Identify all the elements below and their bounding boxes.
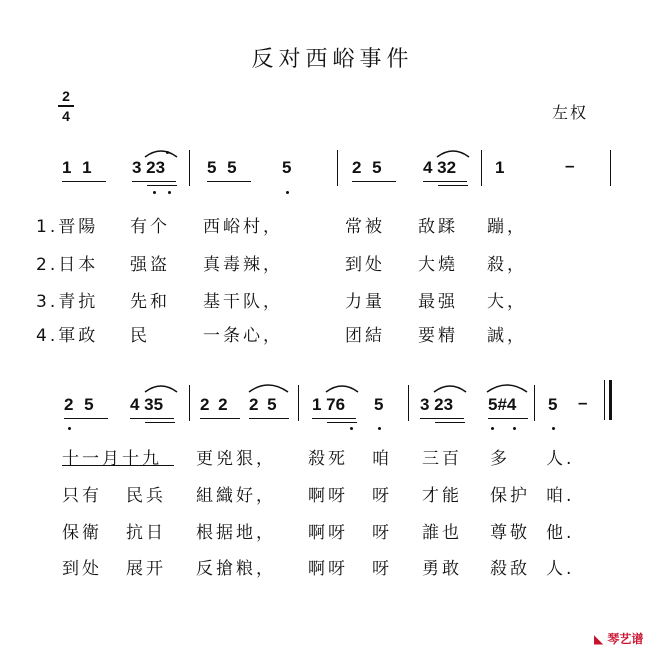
lyric-word: 十一月十九 xyxy=(62,449,162,469)
note-group: 5 xyxy=(548,395,558,414)
song-title: 反对西峪事件 xyxy=(251,47,414,72)
lyric-word: 根据地， xyxy=(196,523,276,543)
lyric-word: 抗日 xyxy=(126,523,166,543)
lyric-word: 2.日本 xyxy=(36,255,99,275)
note-group: – xyxy=(578,393,588,412)
lyric-word: 4.軍政 xyxy=(36,326,99,346)
lyric-word: 咱 xyxy=(372,449,392,469)
lyric-word: 先和 xyxy=(130,292,170,312)
lyric-word: 咱. xyxy=(546,486,575,506)
lyric-word: 敌蹂 xyxy=(418,217,458,237)
note-group: 4 32 xyxy=(423,158,457,177)
note-group: 1 76 xyxy=(312,395,346,414)
lyric-word: 組織好， xyxy=(196,486,276,506)
lyric-word: 呀 xyxy=(372,486,392,506)
lyric-word: 1.晋陽 xyxy=(36,217,99,237)
lyric-word: 到处 xyxy=(62,559,102,579)
lyric-word: 反搶粮， xyxy=(196,559,276,579)
watermark-text: 琴艺谱 xyxy=(607,632,644,646)
lyric-word: 誠， xyxy=(487,326,527,346)
lyric-word: 勇敢 xyxy=(422,559,462,579)
lyric-word: 人. xyxy=(546,559,575,579)
slur xyxy=(326,386,358,392)
lyric-word: 呀 xyxy=(372,523,392,543)
lyric-word: 呀 xyxy=(372,559,392,579)
lyric-word: 才能 xyxy=(422,486,462,506)
note-group: 1 xyxy=(495,158,505,177)
note-group: 2 5 xyxy=(64,395,94,414)
lyric-word: 他. xyxy=(546,523,575,543)
lyric-word: 有个 xyxy=(130,217,170,237)
lyric-word: 3.青抗 xyxy=(36,292,99,312)
slur xyxy=(434,386,466,392)
lyric-word: 啊呀 xyxy=(308,523,348,543)
lyric-word: 誰也 xyxy=(422,523,462,543)
note-group: 4 35 xyxy=(130,395,164,414)
lyric-word: 殺敌 xyxy=(490,559,530,579)
lyric-word: 西峪村， xyxy=(203,217,283,237)
lyric-word: 一条心， xyxy=(203,326,283,346)
lyric-word: 民兵 xyxy=(126,486,166,506)
lyric-word: 基干队， xyxy=(203,292,283,312)
note-group: 5 5 xyxy=(207,158,237,177)
lyric-word: 三百 xyxy=(422,449,462,469)
lyric-word: 团結 xyxy=(345,326,385,346)
lyric-word: 到处 xyxy=(345,255,385,275)
slur xyxy=(145,151,177,157)
lyric-word: 啊呀 xyxy=(308,486,348,506)
note-group: 3 23 xyxy=(132,158,166,177)
slur xyxy=(145,386,177,392)
note-group: 1 1 xyxy=(62,158,92,177)
lyric-word: 人. xyxy=(546,449,575,469)
lyric-word: 保衛 xyxy=(62,523,102,543)
lyric-word: 大， xyxy=(487,292,527,312)
slur xyxy=(487,385,527,392)
lyric-word: 尊敬 xyxy=(490,523,530,543)
lyric-word: 多 xyxy=(490,449,510,469)
composer: 左权 xyxy=(552,103,589,122)
lyric-word: 力量 xyxy=(345,292,385,312)
note-group: 3 23 xyxy=(420,395,454,414)
lyric-word: 展开 xyxy=(126,559,166,579)
lyric-word: 殺， xyxy=(487,255,527,275)
note-group: 5#4 xyxy=(488,395,517,414)
note-group: 5 xyxy=(282,158,292,177)
note-group: 2 5 xyxy=(352,158,382,177)
lyric-word: 只有 xyxy=(62,486,102,506)
watermark-logo xyxy=(594,630,643,647)
note-group: 2 2 xyxy=(200,395,228,414)
lyric-word: 啊呀 xyxy=(308,559,348,579)
lyric-word: 更兇狠， xyxy=(196,449,276,469)
lyric-word: 殺死 xyxy=(308,449,348,469)
slur xyxy=(437,151,469,157)
logo-icon: ◣ xyxy=(594,632,604,646)
lyric-word: 民 xyxy=(130,326,150,346)
lyric-word: 要精 xyxy=(418,326,458,346)
lyric-word: 保护 xyxy=(490,486,530,506)
lyric-word: 蹦， xyxy=(487,217,527,237)
lyric-underline xyxy=(62,465,174,466)
lyric-word: 常被 xyxy=(345,217,385,237)
lyric-word: 真毒辣， xyxy=(203,255,283,275)
note-group: 5 xyxy=(374,395,384,414)
time-signature-top: 2 xyxy=(62,88,70,104)
time-signature-bottom: 4 xyxy=(62,108,70,124)
note-group: 2 5 xyxy=(249,395,277,414)
lyric-word: 大燒 xyxy=(418,255,458,275)
note-group: – xyxy=(565,156,575,175)
lyric-word: 最强 xyxy=(418,292,458,312)
lyric-word: 强盗 xyxy=(130,255,170,275)
slur xyxy=(249,385,288,392)
